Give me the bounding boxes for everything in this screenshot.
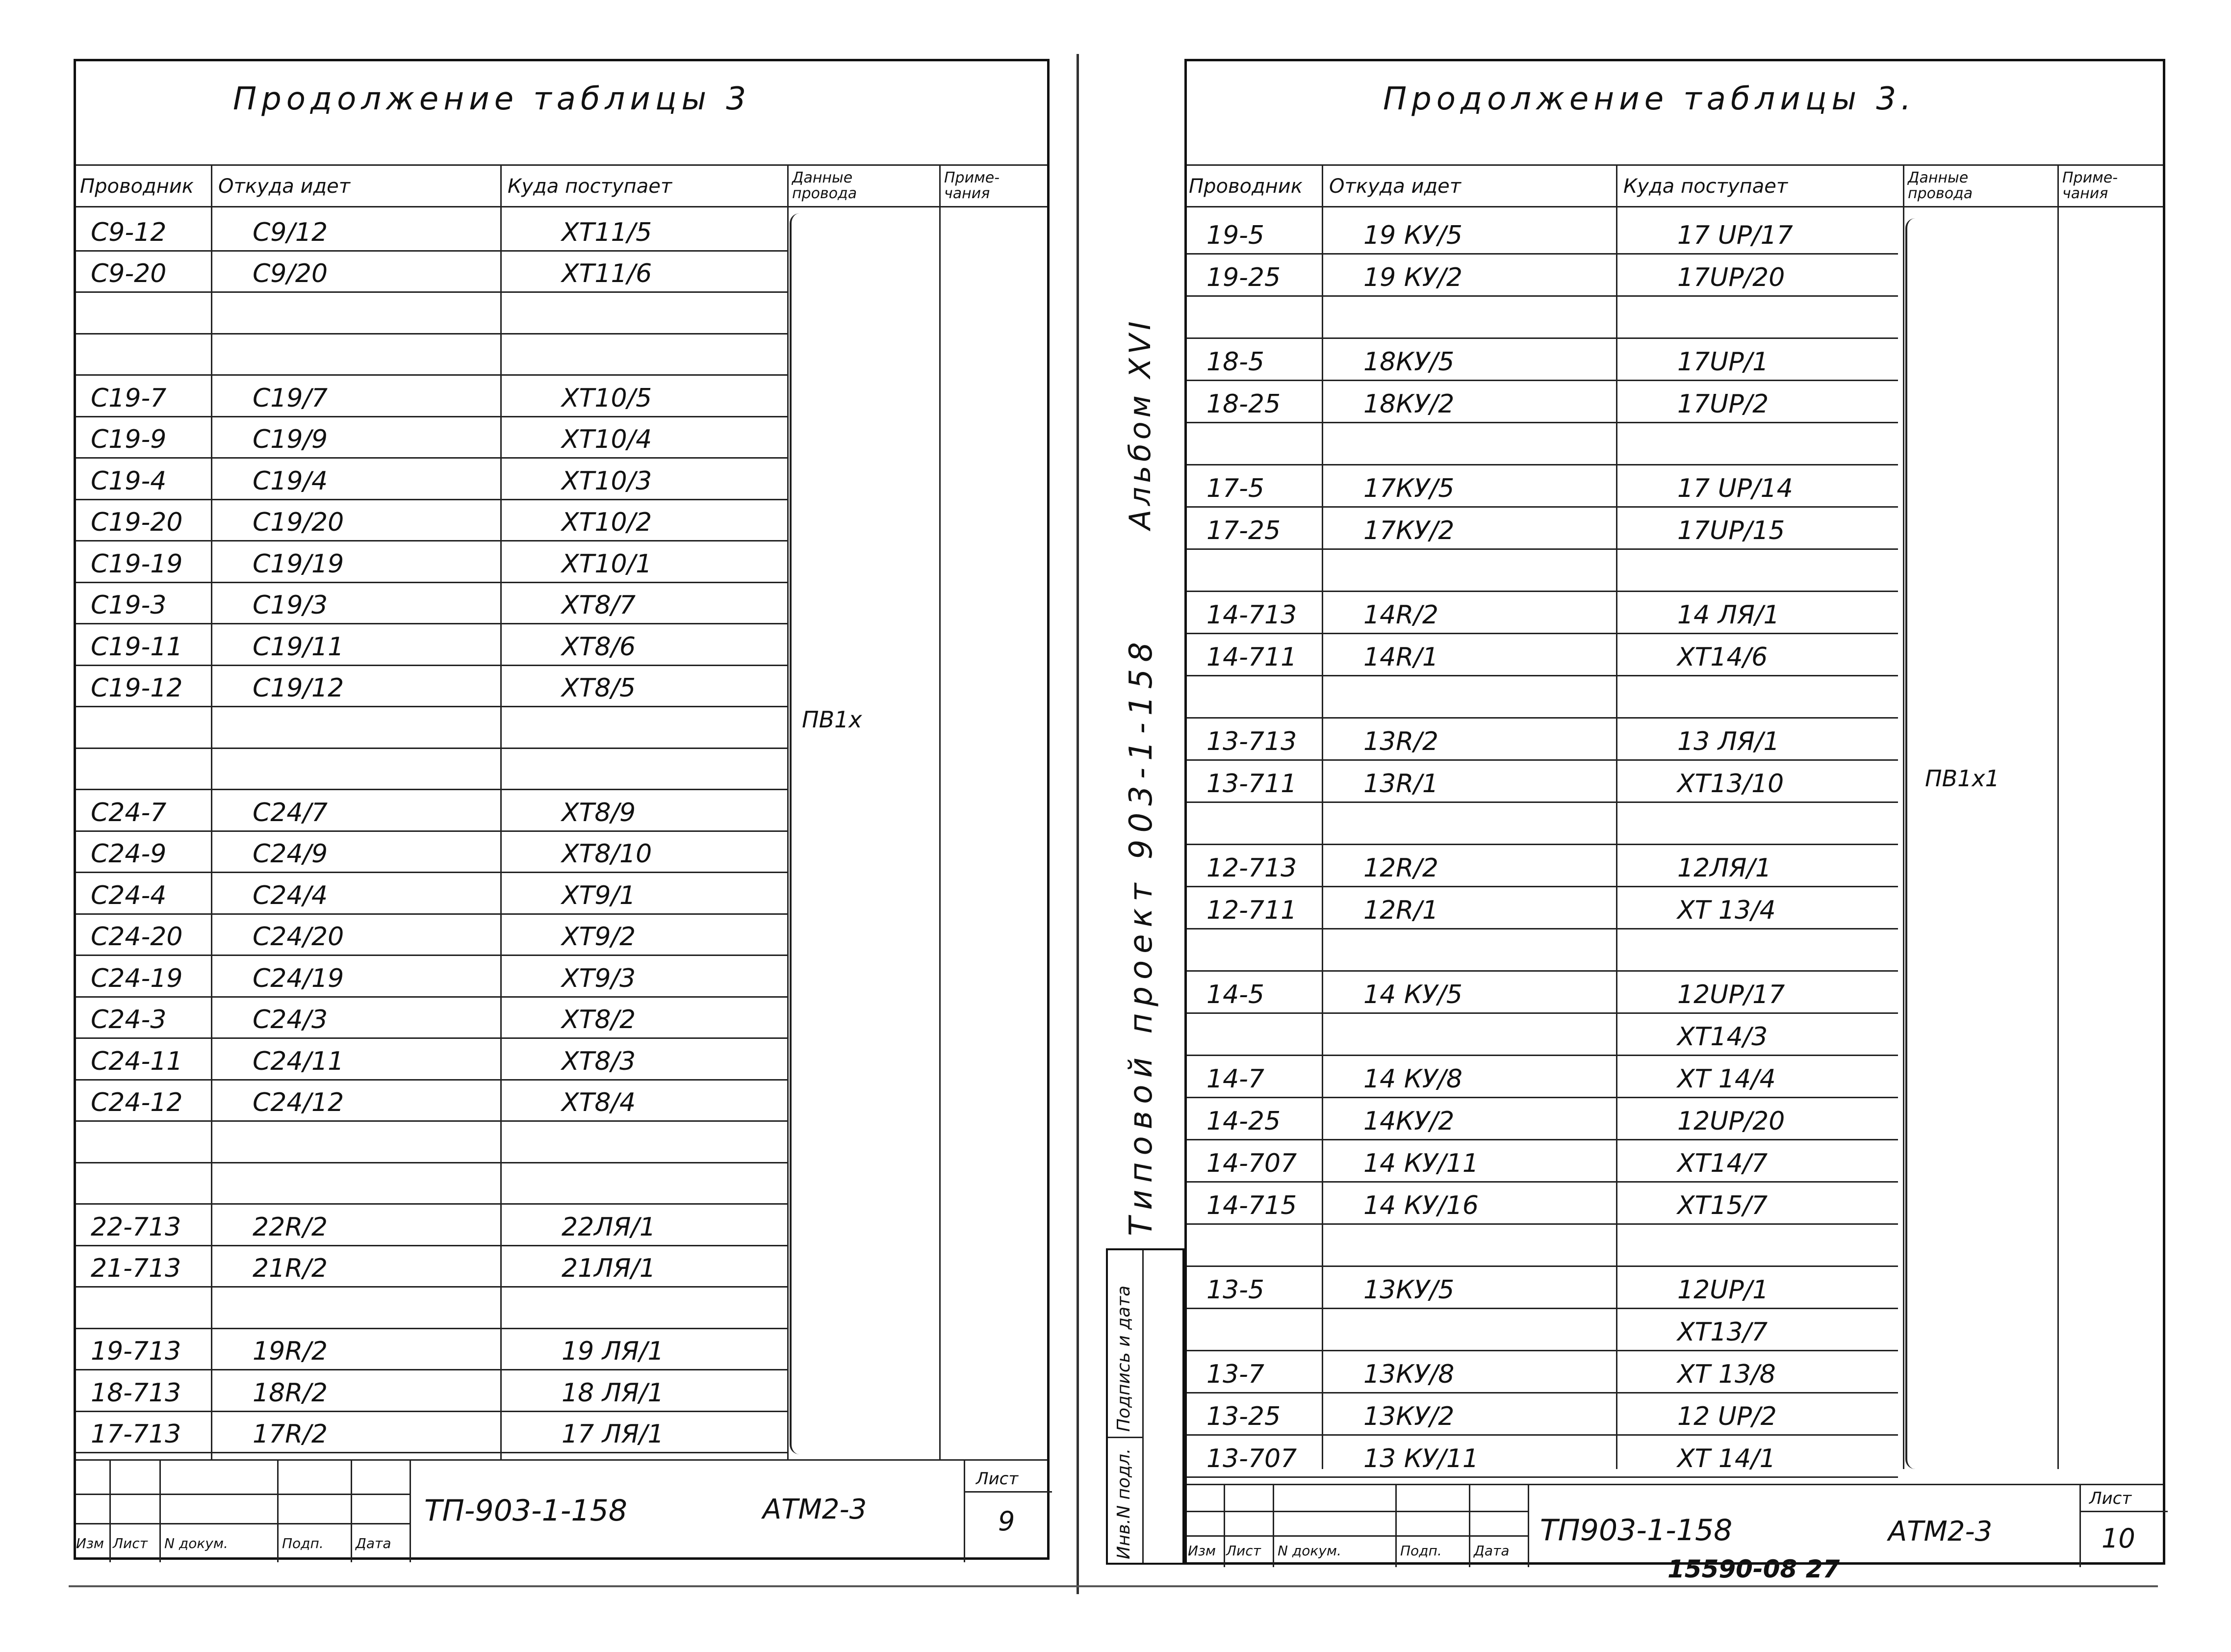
- cell-from: 17R/2: [253, 1420, 328, 1449]
- side-stamp: [1106, 1248, 1184, 1565]
- spine-album: Альбом XVI: [1123, 317, 1157, 530]
- right-sheet-label: Лист: [2089, 1489, 2132, 1508]
- cell-wire: C19-9: [91, 425, 167, 454]
- cell-from: 12R/1: [1363, 896, 1438, 925]
- left-tb-row: [76, 1523, 410, 1524]
- table-row: [1187, 970, 2163, 1012]
- left-header-to: Куда поступает: [508, 175, 672, 198]
- cell-wire: 12-713: [1206, 853, 1297, 883]
- table-row: [76, 208, 1047, 250]
- cell-from: C24/11: [253, 1046, 344, 1076]
- table-row: [76, 706, 1047, 748]
- left-wire-data: ПВ1х: [802, 706, 862, 733]
- cell-to: XT8/5: [562, 673, 636, 703]
- cell-to: XT11/6: [562, 259, 652, 288]
- table-row: [76, 374, 1047, 416]
- table-row: [76, 1037, 1047, 1079]
- cell-to: 12UР/20: [1677, 1107, 1785, 1136]
- cell-to: XT10/4: [562, 425, 652, 454]
- cell-to: 22ЛЯ/1: [562, 1212, 656, 1242]
- cell-from: C9/20: [253, 259, 328, 288]
- cell-wire: 14-707: [1206, 1149, 1297, 1178]
- cell-to: XT8/4: [562, 1088, 636, 1117]
- table-row: [1187, 253, 2163, 295]
- right-header-wire: Проводник: [1189, 175, 1303, 198]
- archive-number: 15590-08 27: [1667, 1555, 1840, 1583]
- cell-to: XT 13/4: [1677, 896, 1776, 925]
- cell-to: XT8/10: [562, 839, 652, 869]
- left-title-divider: [76, 164, 1047, 166]
- table-row: [76, 955, 1047, 996]
- cell-to: 19 ЛЯ/1: [562, 1337, 664, 1366]
- right-tb-line: [1528, 1484, 1529, 1567]
- cell-wire: 19-5: [1206, 221, 1265, 250]
- cell-from: 17КУ/5: [1363, 474, 1455, 503]
- left-tb-col-izm: Изм: [76, 1535, 104, 1551]
- table-row: [1187, 886, 2163, 928]
- table-row: [76, 623, 1047, 665]
- right-drawing-code: АТМ2-3: [1888, 1516, 1993, 1548]
- table-row: [1187, 675, 2163, 717]
- cell-from: 12R/2: [1363, 853, 1438, 883]
- left-tb-row: [76, 1494, 410, 1495]
- table-row: [76, 748, 1047, 789]
- cell-from: C9/12: [253, 217, 328, 247]
- right-project-code: ТП903-1-158: [1540, 1513, 1733, 1548]
- right-header-notes: Приме-чания: [2062, 169, 2118, 202]
- cell-from: 13R/1: [1363, 769, 1438, 799]
- table-row: [1187, 844, 2163, 886]
- table-row: [1187, 506, 2163, 548]
- cell-to: 17 ЛЯ/1: [562, 1420, 664, 1449]
- table-row: [1187, 337, 2163, 380]
- table-row: [1187, 548, 2163, 591]
- cell-wire: C19-7: [91, 383, 167, 413]
- table-row: [1187, 1097, 2163, 1139]
- table-row: [1187, 1308, 2163, 1350]
- cell-wire: 19-713: [91, 1337, 181, 1366]
- left-header-from: Откуда идет: [218, 175, 351, 198]
- cell-wire: 13-5: [1206, 1275, 1265, 1305]
- cell-wire: 21-713: [91, 1254, 181, 1283]
- cell-wire: C24-20: [91, 922, 183, 952]
- right-tb-line: [1273, 1484, 1274, 1567]
- table-row: [1187, 591, 2163, 633]
- table-row: [1187, 759, 2163, 801]
- cell-from: 19R/2: [253, 1337, 328, 1366]
- table-row: [1187, 1265, 2163, 1308]
- cell-from: 14 КУ/16: [1363, 1191, 1479, 1220]
- cell-from: 14 КУ/5: [1363, 980, 1462, 1009]
- cell-to: XT10/2: [562, 508, 652, 537]
- cell-from: 22R/2: [253, 1212, 328, 1242]
- cell-to: 13 ЛЯ/1: [1677, 727, 1780, 756]
- cell-to: 12 UР/2: [1677, 1402, 1777, 1431]
- cell-to: XT14/3: [1677, 1022, 1768, 1052]
- table-row: [76, 333, 1047, 375]
- cell-wire: 14-7: [1206, 1064, 1265, 1094]
- cell-wire: 13-707: [1206, 1444, 1297, 1473]
- left-tb-line: [964, 1459, 965, 1562]
- side-stamp-sign: Подпись и дата: [1114, 1285, 1134, 1432]
- cell-from: 19 КУ/5: [1363, 221, 1462, 250]
- right-wire-data: ПВ1х1: [1925, 765, 2000, 792]
- cell-from: C24/12: [253, 1088, 344, 1117]
- right-tb-line: [1224, 1484, 1225, 1567]
- table-row: [76, 1369, 1047, 1411]
- cell-wire: 22-713: [91, 1212, 181, 1242]
- cell-wire: 18-5: [1206, 347, 1265, 377]
- left-header-wire: Проводник: [80, 175, 194, 198]
- cell-wire: 14-5: [1206, 980, 1265, 1009]
- cell-to: XT9/2: [562, 922, 636, 952]
- cell-to: XT9/1: [562, 880, 636, 910]
- cell-from: C19/19: [253, 549, 344, 579]
- cell-to: XT 14/1: [1677, 1444, 1776, 1473]
- table-row: [76, 1079, 1047, 1121]
- table-row: [76, 872, 1047, 913]
- table-row: [1187, 464, 2163, 506]
- right-header-from: Откуда идет: [1329, 175, 1462, 198]
- table-row: [1187, 422, 2163, 464]
- left-title: Продолжение таблицы 3: [233, 81, 751, 117]
- left-tb-line: [351, 1459, 352, 1562]
- cell-to: XT15/7: [1677, 1191, 1768, 1220]
- left-header-notes: Приме-чания: [944, 169, 1000, 202]
- table-row: [1187, 801, 2163, 844]
- cell-to: XT8/2: [562, 1005, 636, 1034]
- table-row: [76, 1328, 1047, 1369]
- table-row: [76, 1245, 1047, 1287]
- cell-to: XT10/3: [562, 466, 652, 496]
- table-row: [1187, 295, 2163, 337]
- cell-from: C24/19: [253, 963, 344, 993]
- cell-from: C19/4: [253, 466, 328, 496]
- cell-from: 14R/2: [1363, 600, 1438, 630]
- right-tb-row: [1187, 1535, 1528, 1537]
- cell-wire: 13-711: [1206, 769, 1297, 799]
- spine-project: Типовой проект 903-1-158: [1123, 635, 1159, 1236]
- cell-wire: C24-7: [91, 798, 167, 827]
- cell-from: 14R/1: [1363, 643, 1438, 672]
- cell-wire: 17-5: [1206, 474, 1265, 503]
- left-sheet-label: Лист: [976, 1469, 1019, 1489]
- left-tb-col-list: Лист: [113, 1535, 148, 1551]
- cell-from: 18R/2: [253, 1378, 328, 1408]
- cell-to: 17UР/2: [1677, 389, 1769, 419]
- right-tb-col-sign: Подп.: [1400, 1543, 1442, 1559]
- table-row: [76, 416, 1047, 458]
- right-tb-line: [1469, 1484, 1470, 1567]
- row-divider: [76, 1452, 787, 1453]
- cell-wire: C24-12: [91, 1088, 183, 1117]
- cell-from: 13R/2: [1363, 727, 1438, 756]
- table-row: [76, 1162, 1047, 1204]
- left-tb-col-sign: Подп.: [282, 1535, 324, 1551]
- cell-wire: 17-25: [1206, 516, 1281, 545]
- left-sheet: [74, 59, 1050, 1560]
- side-stamp-divider: [1142, 1250, 1144, 1563]
- cell-from: 18КУ/2: [1363, 389, 1455, 419]
- table-row: [1187, 1012, 2163, 1055]
- cell-to: 17UР/20: [1677, 263, 1785, 292]
- cell-to: 12ЛЯ/1: [1677, 853, 1772, 883]
- cell-to: XT13/10: [1677, 769, 1784, 799]
- cell-from: 13КУ/5: [1363, 1275, 1455, 1305]
- cell-from: C19/12: [253, 673, 344, 703]
- cell-wire: 18-713: [91, 1378, 181, 1408]
- cell-from: 17КУ/2: [1363, 516, 1455, 545]
- center-fold: [1077, 54, 1079, 1594]
- table-row: [1187, 1434, 2163, 1476]
- cell-from: 21R/2: [253, 1254, 328, 1283]
- cell-to: 17 UР/17: [1677, 221, 1793, 250]
- left-tb-line: [410, 1459, 411, 1562]
- cell-to: XT10/1: [562, 549, 652, 579]
- cell-wire: C24-11: [91, 1046, 183, 1076]
- cell-to: XT11/5: [562, 217, 652, 247]
- bottom-scan-edge: [69, 1585, 2158, 1587]
- table-row: [76, 1411, 1047, 1452]
- cell-wire: 14-25: [1206, 1107, 1281, 1136]
- left-tb-line: [277, 1459, 279, 1562]
- cell-wire: C24-19: [91, 963, 183, 993]
- cell-wire: 13-7: [1206, 1360, 1265, 1389]
- cell-to: XT8/6: [562, 632, 636, 662]
- table-row: [1187, 1139, 2163, 1181]
- cell-from: 13 КУ/11: [1363, 1444, 1479, 1473]
- cell-from: C24/3: [253, 1005, 328, 1034]
- cell-to: XT8/7: [562, 591, 636, 620]
- cell-wire: C24-4: [91, 880, 167, 910]
- cell-from: C19/7: [253, 383, 328, 413]
- right-sheet-number: 10: [2102, 1523, 2135, 1554]
- cell-to: XT8/3: [562, 1046, 636, 1076]
- cell-wire: 14-715: [1206, 1191, 1297, 1220]
- right-tb-col-date: Дата: [1474, 1543, 1510, 1559]
- cell-from: 14 КУ/8: [1363, 1064, 1462, 1094]
- cell-from: C24/4: [253, 880, 328, 910]
- right-data-brace: [1905, 218, 1917, 1469]
- cell-from: 13КУ/2: [1363, 1402, 1455, 1431]
- cell-wire: 13-713: [1206, 727, 1297, 756]
- cell-wire: C19-4: [91, 466, 167, 496]
- table-row: [76, 789, 1047, 830]
- cell-from: C19/3: [253, 591, 328, 620]
- left-header-divider: [76, 206, 1047, 207]
- right-tb-row: [1187, 1511, 1528, 1512]
- right-tb-col-doc: N докум.: [1278, 1543, 1341, 1559]
- cell-wire: C19-3: [91, 591, 167, 620]
- left-tb-sheet-row: [964, 1491, 1052, 1493]
- cell-from: C24/20: [253, 922, 344, 952]
- cell-wire: C24-9: [91, 839, 167, 869]
- left-data-brace: [790, 213, 801, 1454]
- cell-from: 19 КУ/2: [1363, 263, 1462, 292]
- side-stamp-row: [1108, 1437, 1142, 1438]
- cell-from: C19/11: [253, 632, 344, 662]
- table-row: [76, 996, 1047, 1038]
- table-row: [1187, 380, 2163, 422]
- cell-wire: C9-12: [91, 217, 167, 247]
- right-header-data: Данные провода: [1908, 169, 1973, 202]
- table-row: [76, 250, 1047, 292]
- cell-wire: C24-3: [91, 1005, 167, 1034]
- cell-from: C24/7: [253, 798, 328, 827]
- cell-to: XT10/5: [562, 383, 652, 413]
- cell-wire: 14-711: [1206, 643, 1297, 672]
- cell-wire: C19-12: [91, 673, 183, 703]
- cell-to: XT 13/8: [1677, 1360, 1776, 1389]
- cell-wire: C19-20: [91, 508, 183, 537]
- left-tb-line: [159, 1459, 161, 1562]
- table-row: [76, 1120, 1047, 1162]
- left-header-data: Данные провода: [792, 169, 857, 202]
- right-header-to: Куда поступает: [1623, 175, 1788, 198]
- left-titleblock-top: [76, 1459, 1047, 1461]
- cell-wire: 18-25: [1206, 389, 1281, 419]
- cell-wire: 19-25: [1206, 263, 1281, 292]
- table-row: [76, 457, 1047, 499]
- cell-to: 17 UР/14: [1677, 474, 1793, 503]
- table-row: [1187, 633, 2163, 675]
- table-row: [76, 1286, 1047, 1328]
- cell-to: 12UР/1: [1677, 1275, 1769, 1305]
- cell-to: XT14/7: [1677, 1149, 1768, 1178]
- cell-from: 14КУ/2: [1363, 1107, 1455, 1136]
- cell-wire: 14-713: [1206, 600, 1297, 630]
- right-tb-line: [1395, 1484, 1397, 1567]
- right-sheet: [1184, 59, 2165, 1565]
- right-tb-col-izm: Изм: [1188, 1543, 1216, 1559]
- left-sheet-number: 9: [998, 1506, 1015, 1537]
- cell-to: XT 14/4: [1677, 1064, 1776, 1094]
- right-tb-col-list: Лист: [1226, 1543, 1261, 1559]
- cell-from: C24/9: [253, 839, 328, 869]
- cell-to: XT8/9: [562, 798, 636, 827]
- cell-to: XT14/6: [1677, 643, 1768, 672]
- table-row: [76, 830, 1047, 872]
- right-tb-line: [2079, 1484, 2081, 1567]
- cell-to: 21ЛЯ/1: [562, 1254, 656, 1283]
- cell-to: 14 ЛЯ/1: [1677, 600, 1780, 630]
- left-tb-col-doc: N докум.: [164, 1535, 228, 1551]
- cell-to: XT9/3: [562, 963, 636, 993]
- left-project-code: ТП-903-1-158: [424, 1494, 627, 1528]
- table-row: [1187, 1223, 2163, 1265]
- cell-from: C19/20: [253, 508, 344, 537]
- table-row: [1187, 1350, 2163, 1392]
- left-tb-col-date: Дата: [356, 1535, 391, 1551]
- table-row: [1187, 1181, 2163, 1223]
- table-row: [76, 913, 1047, 955]
- cell-to: 12UР/17: [1677, 980, 1785, 1009]
- table-row: [76, 499, 1047, 541]
- table-row: [1187, 717, 2163, 759]
- table-row: [76, 1203, 1047, 1245]
- table-row: [1187, 211, 2163, 253]
- cell-to: XT13/7: [1677, 1317, 1768, 1347]
- right-header-divider: [1187, 206, 2163, 207]
- cell-wire: C19-19: [91, 549, 183, 579]
- cell-from: 18КУ/5: [1363, 347, 1455, 377]
- right-title: Продолжение таблицы 3.: [1383, 81, 1916, 117]
- cell-wire: C9-20: [91, 259, 167, 288]
- cell-wire: 12-711: [1206, 896, 1297, 925]
- table-row: [1187, 928, 2163, 970]
- table-row: [76, 291, 1047, 333]
- cell-to: 17UР/1: [1677, 347, 1769, 377]
- table-row: [76, 540, 1047, 582]
- cell-wire: 13-25: [1206, 1402, 1281, 1431]
- left-drawing-code: АТМ2-3: [763, 1494, 867, 1525]
- right-titleblock-top: [1187, 1484, 2163, 1485]
- cell-from: 13КУ/8: [1363, 1360, 1455, 1389]
- cell-to: 18 ЛЯ/1: [562, 1378, 664, 1408]
- table-row: [1187, 1392, 2163, 1434]
- cell-from: C19/9: [253, 425, 328, 454]
- table-row: [1187, 1055, 2163, 1097]
- table-row: [76, 582, 1047, 623]
- right-title-divider: [1187, 164, 2163, 166]
- row-divider: [1187, 1476, 1898, 1478]
- cell-wire: 17-713: [91, 1420, 181, 1449]
- cell-from: 14 КУ/11: [1363, 1149, 1479, 1178]
- right-tb-sheet-row: [2079, 1511, 2168, 1512]
- cell-to: 17UР/15: [1677, 516, 1785, 545]
- cell-wire: C19-11: [91, 632, 183, 662]
- side-stamp-inv: Инв.N подл.: [1114, 1448, 1134, 1559]
- table-row: [76, 665, 1047, 706]
- left-tb-line: [109, 1459, 111, 1562]
